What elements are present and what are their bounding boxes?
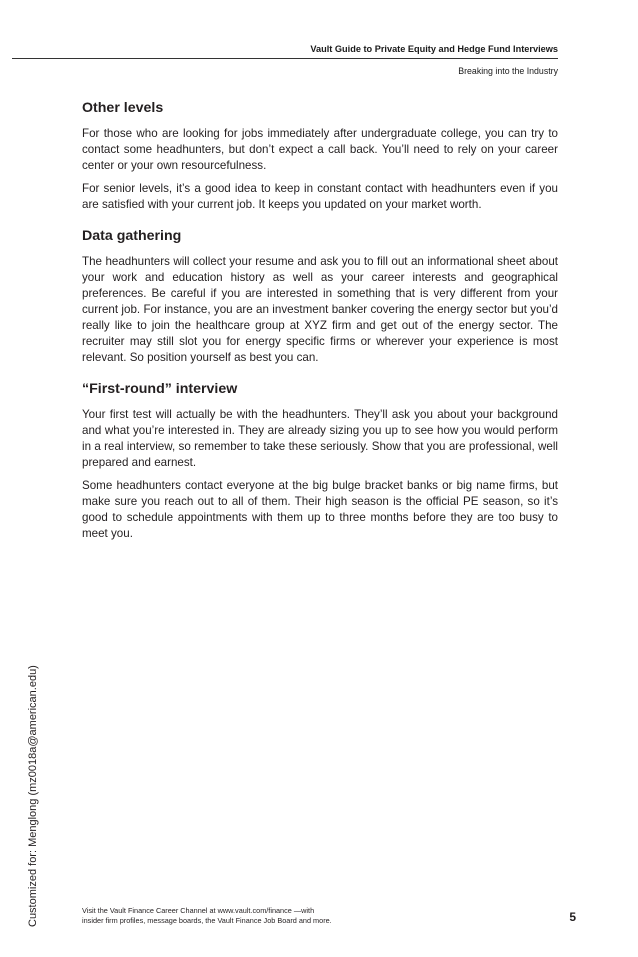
paragraph: For those who are looking for jobs immediately after undergraduate college, you can try to contact some headhunters, but don’t expect a call back. You’ll need to rely on your career center or your own resourcefulness.: [82, 127, 558, 172]
paragraph: Some headhunters contact everyone at the big bulge bracket banks or big name firms, but make sure you reach out to all of them. Their high season is the official PE season, so it’s good to schedule appointments with them up to three months before they are too busy to meet you.: [82, 479, 558, 540]
section-heading: Data gathering: [82, 228, 182, 244]
running-head-section: Breaking into the Industry: [458, 66, 558, 76]
running-head-title: Vault Guide to Private Equity and Hedge Fund Interviews: [310, 44, 558, 54]
section-other-levels: [82, 98, 558, 213]
page-number: 5: [569, 910, 576, 924]
page-body: [82, 98, 558, 555]
footer-line: Visit the Vault Finance Career Channel at www.vault.com/finance —with: [82, 906, 315, 915]
paragraph: The headhunters will collect your resume and ask you to fill out an informational sheet about your work and education history as well as your career interests and geographical preferences. Be careful if you are interested in something that is very different from your current job. For instance, you are an investment banker covering the energy sector but you’d really like to join the healthcare group at XYZ firm and get out of the energy sector. The recruiter may still slot you for energy specific firms or wherever your experience is most relevant. So position yourself as best you can.: [82, 255, 558, 364]
paragraph: For senior levels, it’s a good idea to keep in constant contact with headhunters even if you are satisfied with your current job. It keeps you updated on your market worth.: [82, 182, 558, 211]
footer-line: insider firm profiles, message boards, the Vault Finance Job Board and more.: [82, 916, 332, 925]
section-heading: “First-round” interview: [82, 381, 238, 397]
paragraph: Your first test will actually be with the headhunters. They’ll ask you about your background and what you’re interested in. They are already sizing you up to see how you would perform in a real interview, so remember to take these seriously. Show that you are professional, well prepared and earnest.: [82, 408, 558, 469]
section-heading: Other levels: [82, 100, 164, 116]
section-first-round-interview: [82, 379, 558, 542]
customized-for-note: Customized for: Menglong (mz0018a@american.edu): [27, 665, 39, 927]
section-data-gathering: [82, 226, 558, 366]
footer-note: [82, 906, 422, 926]
header-rule: [12, 58, 558, 59]
